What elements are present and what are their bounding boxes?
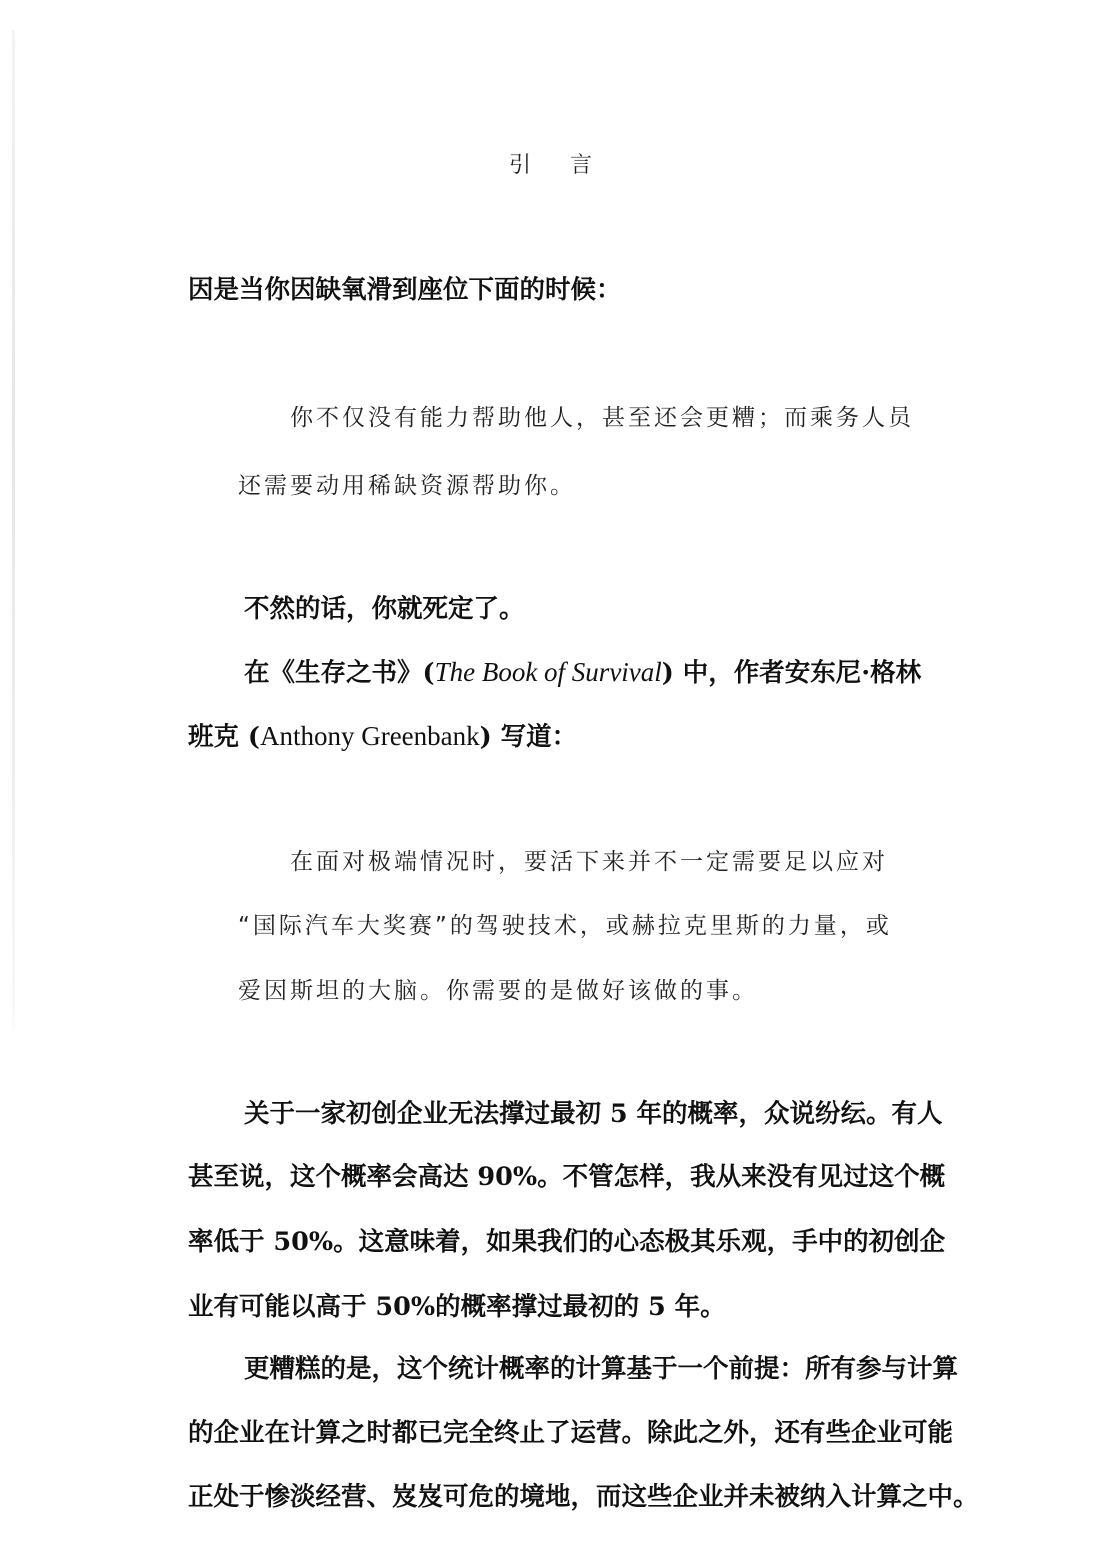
paragraph-4-line-4: 业有可能以高于 50%的概率撑过最初的 5 年。 — [188, 1292, 726, 1322]
quote-2-line-2: “国际汽车大奖赛”的驾驶技术，或赫拉克里斯的力量，或 — [238, 913, 892, 939]
paragraph-1: 因是当你因缺氧滑到座位下面的时候： — [188, 275, 622, 305]
paragraph-5-line-2: 的企业在计算之时都已完全终止了运营。除此之外，还有些企业可能 — [188, 1418, 954, 1448]
quote-1-line-1: 你不仅没有能力帮助他人，甚至还会更糟；而乘务人员 — [290, 405, 914, 431]
paragraph-5-line-3: 正处于惨淡经营、岌岌可危的境地，而这些企业并未被纳入计算之中。 — [188, 1482, 979, 1512]
p3-text-d: ) 写道： — [479, 722, 578, 752]
paragraph-3-line-1 — [244, 659, 978, 687]
paragraph-2: 不然的话，你就死定了。 — [244, 594, 525, 624]
quote-2-line-1: 在面对极端情况时，要活下来并不一定需要足以应对 — [290, 849, 888, 875]
paragraph-4-line-1: 关于一家初创企业无法撑过最初 5 年的概率，众说纷纭。有人 — [244, 1099, 943, 1129]
page-header: 引 言 — [509, 153, 608, 178]
p3-text-c: 班克 ( — [188, 722, 260, 752]
book-title: The Book of Survival — [434, 657, 662, 687]
p3-text-a: 在《生存之书》( — [244, 658, 435, 688]
scan-edge-shadow — [12, 30, 15, 1030]
quote-2-line-3: 爱因斯坦的大脑。你需要的是做好该做的事。 — [238, 978, 758, 1004]
paragraph-4-line-3: 率低于 50%。这意味着，如果我们的心态极其乐观，手中的初创企 — [188, 1227, 946, 1257]
paragraph-4-line-2: 甚至说，这个概率会高达 90%。不管怎样，我从来没有见过这个概 — [188, 1162, 946, 1192]
author-name: Anthony Greenbank — [259, 721, 480, 751]
paragraph-5-line-1: 更糟糕的是，这个统计概率的计算基于一个前提：所有参与计算 — [244, 1354, 959, 1384]
paragraph-3-line-2 — [188, 723, 978, 751]
quote-1-line-2: 还需要动用稀缺资源帮助你。 — [238, 473, 576, 499]
p3-text-b: ) 中，作者安东尼·格林 — [661, 658, 922, 688]
